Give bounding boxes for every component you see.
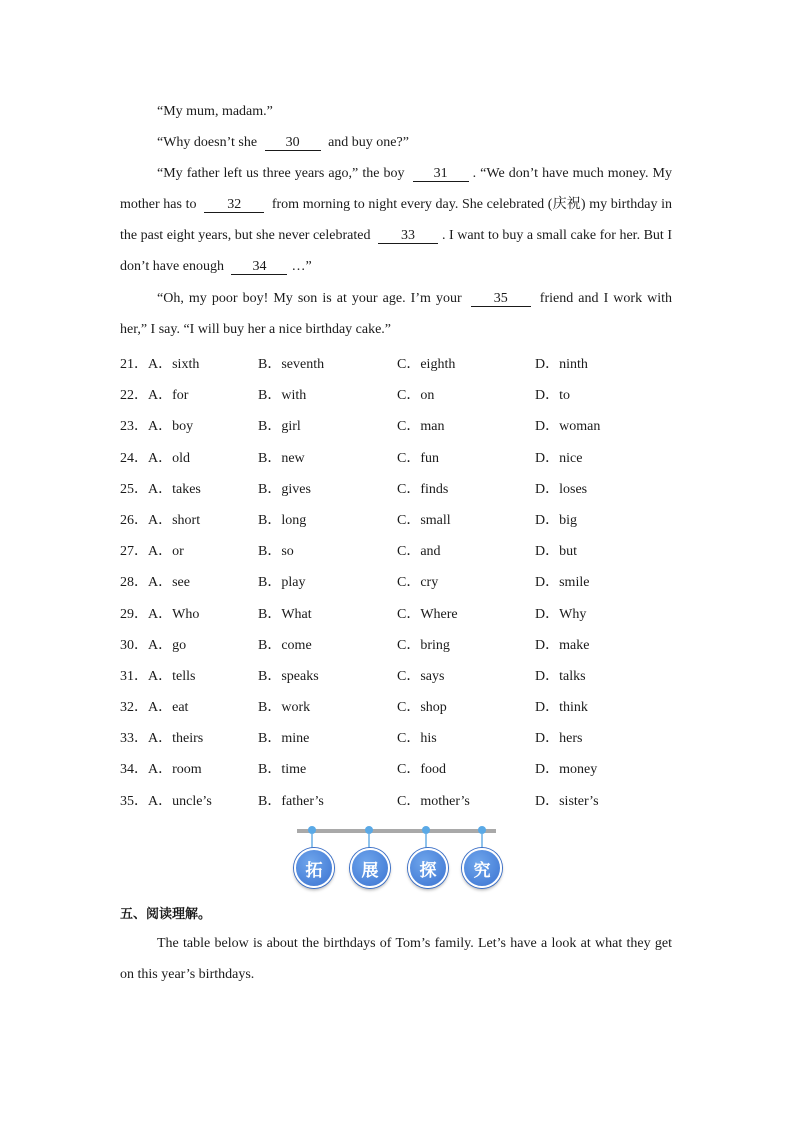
option-d: D．woman [535, 419, 601, 435]
extension-banner [294, 826, 500, 888]
option-d: D．ninth [535, 357, 588, 372]
passage-text: “Oh, my poor boy! My son is at your age. I’m your [157, 291, 462, 306]
question-number: 33． [120, 731, 148, 747]
section-intro [120, 928, 672, 990]
option-b: B．with [258, 388, 307, 404]
question-options [120, 346, 680, 814]
banner-dot [422, 826, 430, 834]
option-cell-a [120, 478, 201, 498]
option-cell-a [120, 696, 188, 716]
question-row [120, 751, 680, 782]
option-b: B．so [258, 544, 294, 560]
option-c: C．man [397, 419, 445, 435]
blank-30: 30 [265, 135, 321, 151]
option-c: C．his [397, 731, 437, 747]
option-c: C．cry [397, 575, 439, 591]
option-a: A．see [148, 575, 190, 591]
option-b: B．long [258, 512, 307, 528]
option-b: B．father’s [258, 793, 324, 809]
option-c: C．on [397, 388, 435, 404]
option-c: C．bring [397, 637, 450, 653]
option-a: A．short [148, 512, 201, 528]
option-a: A．uncle’s [148, 793, 212, 809]
passage-text: …” [291, 259, 312, 274]
passage-text: “My mum, madam.” [157, 104, 273, 119]
option-d: D．make [535, 637, 590, 653]
banner-line [297, 829, 496, 833]
passage-paragraph-4 [120, 283, 672, 345]
passage-text: “My father left us three years ago,” the boy [157, 166, 405, 181]
option-d: D．to [535, 388, 570, 404]
option-cell-a [120, 509, 200, 529]
passage-line-2 [120, 127, 672, 158]
banner-stem [368, 834, 370, 848]
passage-paragraph-3 [120, 158, 672, 282]
question-number: 35． [120, 793, 148, 809]
option-b: B．speaks [258, 668, 319, 684]
question-number: 30． [120, 637, 148, 653]
option-d: D．but [535, 544, 577, 560]
option-cell-a [120, 758, 202, 778]
option-d: D．Why [535, 606, 587, 622]
option-a: A．room [148, 762, 202, 778]
option-cell-a [120, 353, 199, 373]
option-c: C．mother’s [397, 793, 470, 809]
passage-text: and buy one?” [328, 135, 409, 150]
option-cell-a [120, 415, 193, 435]
option-b: B．time [258, 762, 307, 778]
question-number: 27． [120, 544, 148, 560]
question-number: 32． [120, 700, 148, 716]
option-b: B．come [258, 637, 312, 653]
option-d: D．money [535, 762, 598, 778]
option-b: B．play [258, 575, 306, 591]
option-cell-a [120, 634, 186, 654]
question-number: 29． [120, 606, 148, 622]
question-number: 21． [120, 357, 148, 372]
option-c: C．eighth [397, 357, 456, 372]
question-number: 25． [120, 481, 148, 497]
banner-badge-1: 拓 [294, 848, 334, 888]
blank-31: 31 [413, 166, 469, 182]
option-a: A．for [148, 388, 189, 404]
option-d: D．hers [535, 731, 583, 747]
option-c: C．and [397, 544, 441, 560]
option-cell-a [120, 727, 203, 747]
option-b: B．gives [258, 481, 311, 497]
question-number: 34． [120, 762, 148, 778]
option-cell-a [120, 571, 190, 591]
option-c: C．says [397, 668, 445, 684]
option-b: B．seventh [258, 357, 325, 372]
option-c: C．Where [397, 606, 458, 622]
option-a: A．Who [148, 606, 200, 622]
option-b: B．new [258, 450, 305, 466]
passage-text: . “We don’t have much money. My mother has to [120, 166, 672, 212]
blank-33: 33 [378, 228, 438, 244]
option-d: D．sister’s [535, 793, 599, 809]
blank-32: 32 [204, 197, 264, 213]
option-b: B．mine [258, 731, 310, 747]
option-a: A．tells [148, 668, 196, 684]
question-row [120, 502, 680, 533]
option-cell-a [120, 790, 212, 810]
option-d: D．nice [535, 450, 583, 466]
option-b: B．girl [258, 419, 301, 435]
option-a: A．boy [148, 419, 194, 435]
question-row [120, 720, 680, 751]
option-cell-a [120, 447, 190, 467]
passage-line-1 [120, 96, 672, 127]
option-cell-a [120, 540, 184, 560]
option-cell-a [120, 384, 188, 404]
question-number: 22． [120, 388, 148, 404]
blank-35: 35 [471, 291, 531, 307]
blank-34: 34 [231, 259, 287, 275]
option-a: A．takes [148, 481, 201, 497]
banner-stem [311, 834, 313, 848]
passage-text: friend and I work with her,” I say. “I will buy her a nice birthday cake.” [120, 291, 673, 337]
question-row [120, 627, 680, 658]
banner-dot [308, 826, 316, 834]
option-a: A．eat [148, 700, 189, 716]
question-row [120, 346, 680, 377]
question-row [120, 533, 680, 564]
option-a: A．theirs [148, 731, 204, 747]
question-number: 26． [120, 512, 148, 528]
option-a: A．or [148, 544, 184, 560]
question-row [120, 564, 680, 595]
option-d: D．big [535, 512, 577, 528]
option-cell-a [120, 665, 195, 685]
option-cell-a [120, 603, 199, 623]
option-b: B．work [258, 700, 311, 716]
question-number: 31． [120, 668, 148, 684]
option-d: D．loses [535, 481, 588, 497]
passage-text: from morning to night every day. She celebrated (庆祝) my birthday in the past eight years, but she never celebrated [120, 197, 672, 243]
question-row [120, 658, 680, 689]
banner-stem [425, 834, 427, 848]
option-c: C．small [397, 512, 451, 528]
section-intro-text: The table below is about the birthdays of Tom’s family. Let’s have a look at what they get on this year’s birthdays. [120, 936, 672, 982]
option-c: C．shop [397, 700, 447, 716]
banner-dot [365, 826, 373, 834]
question-row [120, 408, 680, 439]
banner-badge-4: 究 [462, 848, 502, 888]
question-number: 24． [120, 450, 148, 466]
option-d: D．smile [535, 575, 590, 591]
question-row [120, 596, 680, 627]
question-row [120, 377, 680, 408]
question-number: 23． [120, 419, 148, 435]
option-b: B．What [258, 606, 312, 622]
question-number: 28． [120, 575, 148, 591]
banner-badge-3: 探 [408, 848, 448, 888]
banner-badge-2: 展 [350, 848, 390, 888]
option-a: A．go [148, 637, 187, 653]
option-a: A．sixth [148, 357, 200, 372]
question-row [120, 471, 680, 502]
banner-stem [481, 834, 483, 848]
question-row [120, 440, 680, 471]
passage-text: “Why doesn’t she [157, 135, 258, 150]
option-a: A．old [148, 450, 190, 466]
option-c: C．finds [397, 481, 449, 497]
passage-text: . I want to buy a small cake for her. But I don’t have enough [120, 228, 673, 274]
banner-dot [478, 826, 486, 834]
question-row [120, 689, 680, 720]
option-c: C．food [397, 762, 446, 778]
section-title: 五、阅读理解。 [120, 907, 212, 922]
option-c: C．fun [397, 450, 439, 466]
question-row [120, 783, 680, 814]
option-d: D．think [535, 700, 588, 716]
option-d: D．talks [535, 668, 586, 684]
